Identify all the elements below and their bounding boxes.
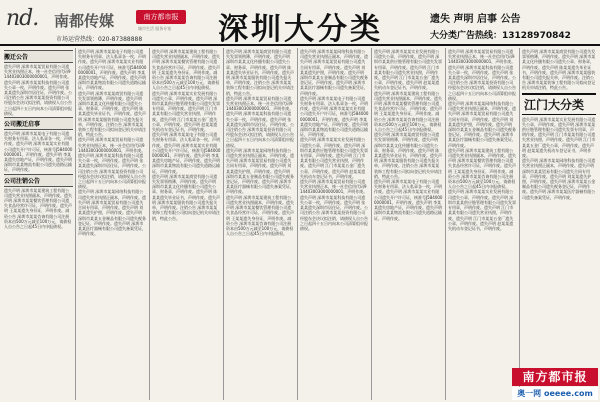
column-8 [520,48,598,400]
column-text: 遗失声明 深圳市某某贸易有限公司遗失营业执照正本，统一社会信用代码914403003000000001，声明作废。遗失声明 深圳市某某科技有限公司遗失公章一枚，声明作废。遗失声明 张某某遗失深圳市居住证，声明作废。公司注销公告 深圳市某某投资有限公司经股东会决议拟注销，请债权人自公告之日起四十五日内向本公司清算组申报债权。 [4,64,72,116]
footer-newspaper-logo: 南方都市报 [512,368,598,386]
column-text: 遗失声明 深圳市某某贸易有限公司遗失营业执照正本，统一社会信用代码914403003000000001，声明作废。遗失声明 深圳市某某科技有限公司遗失公章一枚，声明作废。遗失声明 张某某遗失深圳市居住证，声明作废。公司注销公告 深圳市某某投资有限公司经股东会决议拟注销，请债权人自公告之日起四十五日内向本公司清算组申报债权。 [448,49,516,101]
column-text: 遗失声明 深圳市某某网络科技有限公司遗失营业执照正副本，声明作废。遗失声明 深圳市某某贸易有限公司遗失合同专用章，声明作废。遗失声明 刘某某遗失护照，声明作废。遗失声明 深圳市某某五金制品有限公司遗失税务登记证，声明作废。遗失声明 深圳市某某医疗器械有限公司遗失备案凭证，声明作废。 [448,101,516,148]
column-text: 遗失声明 深圳市某某建筑工程有限公司遗失营业执照副本，声明作废。遗失声明 深圳市某某餐饮管理有限公司遗失食品经营许可证，声明作废。遗失声明 王某某遗失身份证，声明作废。减资公告 深圳市某某咨询有限公司注册资本由500万元减至100万元，请债权人自公告之日起45日内申报债权。 [448,147,516,190]
column-text: 遗失声明 深圳市某某实业发展有限公司遗失公章，声明作废。遗失声明 深圳市某某供应链管理有限公司遗失发票专用章，声明作废。遗失声明 江门市某某有限公司遗失营业执照，声明作废。遗失声明 江门市某某五金厂遗失公章，声明作废。遗失声明 赵某某遗失机动车登记证书，声明作废。 [152,90,220,133]
masthead [0,0,600,46]
column-text: 遗失声明 深圳市某某电子有限公司遗失财务专用章、法人私章各一枚，声明作废。遗失声明 深圳市某某实业有限公司遗失开户许可证，核准号J5840000000001，声明作废。遗失声明 李某某遗失房地产证，声明作废。遗失声明 深圳市某某物流有限公司遗失道路运输证，声明作废。 [78,49,147,91]
category-heading: 遗失 声明 启事 公告 [430,14,521,25]
slogan: 城市生活 服务专家 [138,26,172,31]
column-text: 遗失声明 深圳市某某贸易有限公司遗失营业执照正本，统一社会信用代码914403003000000001，声明作废。遗失声明 深圳市某某科技有限公司遗失公章一枚，声明作废。遗失声明 张某某遗失深圳市居住证，声明作废。公司注销公告 深圳市某某投资有限公司经股东会决议拟注销，请债权人自公告之日起四十五日内向本公司清算组申报债权。 [300,179,368,231]
column-text: 遗失声明 深圳市某某商贸有限公司遗失发票领购簿，声明作废。遗失声明 深圳市某某文化传播有限公司遗失公章、财务章，声明作废。遗失声明 陈某某遗失毕业证书，声明作废。遗失声明 深圳市某某服装有限公司遗失报关单，声明作废。注销公告 深圳市某某装饰工程有限公司拟向登记机关申请注销，特此公告。 [78,90,146,138]
column-text: 遗失声明 深圳市某某建筑工程有限公司遗失营业执照副本，声明作废。遗失声明 深圳市某某餐饮管理有限公司遗失食品经营许可证，声明作废。遗失声明 王某某遗失身份证，声明作废。减资公告 深圳市某某咨询有限公司注册资本由500万元减至100万元，请债权人自公告之日起45日内申报债权。 [374,90,442,133]
column-6 [372,48,446,400]
column-text: 遗失声明 深圳市某某实业发展有限公司遗失公章，声明作废。遗失声明 深圳市某某供应链管理有限公司遗失发票专用章，声明作废。遗失声明 江门市某某有限公司遗失营业执照，声明作废。遗失声明 江门市某某五金厂遗失公章，声明作废。遗失声明 赵某某遗失机动车登记证书，声明作废。 [448,189,516,231]
column-text: 遗失声明 深圳市某某商贸有限公司遗失发票领购簿，声明作废。遗失声明 深圳市某某文化传播有限公司遗失公章、财务章，声明作废。遗失声明 陈某某遗失毕业证书，声明作废。遗失声明 深圳市某某服装有限公司遗失报关单，声明作废。注销公告 深圳市某某装饰工程有限公司拟向登记机关申请注销，特此公告。 [522,49,596,91]
column-text: 遗失声明 深圳市某某网络科技有限公司遗失营业执照正副本，声明作废。遗失声明 深圳市某某贸易有限公司遗失合同专用章，声明作废。遗失声明 刘某某遗失护照，声明作废。遗失声明 深圳市某某五金制品有限公司遗失税务登记证，声明作废。遗失声明 深圳市某某医疗器械有限公司遗失备案凭证，声明作废。 [300,49,368,96]
market-hotline: 市场运营热线：020-87388888 [56,36,143,43]
column-text: 遗失声明 深圳市某某网络科技有限公司遗失营业执照正副本，声明作废。遗失声明 深圳市某某贸易有限公司遗失合同专用章，声明作废。遗失声明 刘某某遗失护照，声明作废。遗失声明 深圳市某某五金制品有限公司遗失税务登记证，声明作废。遗失声明 深圳市某某医疗器械有限公司遗失备案凭证，声明作废。 [522,158,596,200]
jiangmen-heading: 江门大分类 [522,93,596,115]
column-text: 遗失声明 深圳市某某实业发展有限公司遗失公章，声明作废。遗失声明 深圳市某某供应链管理有限公司遗失发票专用章，声明作废。遗失声明 江门市某某有限公司遗失营业执照，声明作废。遗失声明 江门市某某五金厂遗失公章，声明作废。遗失声明 赵某某遗失机动车登记证书，声明作废。 [522,116,596,159]
footer-website: 奥一网 oeeee.com [512,387,598,400]
section-heading: 搬迁公告 [4,50,73,63]
column-text: 遗失声明 深圳市某某网络科技有限公司遗失营业执照正副本，声明作废。遗失声明 深圳市某某贸易有限公司遗失合同专用章，声明作废。遗失声明 刘某某遗失护照，声明作废。遗失声明 深圳市某某五金制品有限公司遗失税务登记证，声明作废。遗失声明 深圳市某某医疗器械有限公司遗失备案凭证，声明作废。 [78,189,146,237]
column-text: 遗失声明 深圳市某某电子有限公司遗失财务专用章、法人私章各一枚，声明作废。遗失声明 深圳市某某实业有限公司遗失开户许可证，核准号J5840000000001，声明作废。遗失声明 李某某遗失房地产证，声明作废。遗失声明 深圳市某某物流有限公司遗失道路运输证，声明作废。 [152,132,221,174]
column-text: 遗失声明 深圳市某某实业发展有限公司遗失公章，声明作废。遗失声明 深圳市某某供应链管理有限公司遗失发票专用章，声明作废。遗失声明 江门市某某有限公司遗失营业执照，声明作废。遗失声明 江门市某某五金厂遗失公章，声明作废。遗失声明 赵某某遗失机动车登记证书，声明作废。 [374,49,442,91]
column-text: 遗失声明 深圳市某某电子有限公司遗失财务专用章、法人私章各一枚，声明作废。遗失声明 深圳市某某实业有限公司遗失开户许可证，核准号J5840000000001，声明作废。遗失声明 李某某遗失房地产证，声明作废。遗失声明 深圳市某某物流有限公司遗失道路运输证，声明作废。 [300,95,369,138]
column-text: 遗失声明 深圳市某某网络科技有限公司遗失营业执照正副本，声明作废。遗失声明 深圳市某某贸易有限公司遗失合同专用章，声明作废。遗失声明 刘某某遗失护照，声明作废。遗失声明 深圳市某某五金制品有限公司遗失税务登记证，声明作废。遗失声明 深圳市某某医疗器械有限公司遗失备案凭证，声明作废。 [226,147,294,195]
column-text: 遗失声明 深圳市某某商贸有限公司遗失发票领购簿，声明作废。遗失声明 深圳市某某文化传播有限公司遗失公章、财务章，声明作废。遗失声明 陈某某遗失毕业证书，声明作废。遗失声明 深圳市某某服装有限公司遗失报关单，声明作废。注销公告 深圳市某某装饰工程有限公司拟向登记机关申请注销，特此公告。 [152,173,220,221]
column-3 [150,48,224,400]
column-text: 遗失声明 深圳市某某实业发展有限公司遗失公章，声明作废。遗失声明 深圳市某某供应链管理有限公司遗失发票专用章，声明作废。遗失声明 江门市某某有限公司遗失营业执照，声明作废。遗失声明 江门市某某五金厂遗失公章，声明作废。遗失声明 赵某某遗失机动车登记证书，声明作废。 [300,137,368,179]
column-text: 遗失声明 深圳市某某建筑工程有限公司遗失营业执照副本，声明作废。遗失声明 深圳市某某餐饮管理有限公司遗失食品经营许可证，声明作废。遗失声明 王某某遗失身份证，声明作废。减资公告 深圳市某某咨询有限公司注册资本由500万元减至100万元，请债权人自公告之日起45日内申报债权。 [226,194,294,237]
newspaper-badge: 南方都市报 [136,10,186,24]
ad-hotline: 大分类广告热线：13128970842 [430,31,571,41]
column-text: 遗失声明 深圳市某某贸易有限公司遗失营业执照正本，统一社会信用代码914403003000000001，声明作废。遗失声明 深圳市某某科技有限公司遗失公章一枚，声明作废。遗失声明 张某某遗失深圳市居住证，声明作废。公司注销公告 深圳市某某投资有限公司经股东会决议拟注销，请债权人自公告之日起四十五日内向本公司清算组申报债权。 [78,137,146,190]
classified-columns [2,48,598,400]
nd-logo: nd. [6,6,39,31]
column-text: 遗失声明 深圳市某某建筑工程有限公司遗失营业执照副本，声明作废。遗失声明 深圳市某某餐饮管理有限公司遗失食品经营许可证，声明作废。遗失声明 王某某遗失身份证，声明作废。减资公告 深圳市某某咨询有限公司注册资本由500万元减至100万元，请债权人自公告之日起45日内申报债权。 [4,187,72,230]
logo-name: 南都传媒 [54,12,115,30]
column-text: 遗失声明 深圳市某某建筑工程有限公司遗失营业执照副本，声明作废。遗失声明 深圳市某某餐饮管理有限公司遗失食品经营许可证，声明作废。遗失声明 王某某遗失身份证，声明作废。减资公告 深圳市某某咨询有限公司注册资本由500万元减至100万元，请债权人自公告之日起45日内申报债权。 [152,49,220,91]
column-text: 遗失声明 深圳市某某电子有限公司遗失财务专用章、法人私章各一枚，声明作废。遗失声明 深圳市某某实业有限公司遗失开户许可证，核准号J5840000000001，声明作废。遗失声明 李某某遗失房地产证，声明作废。遗失声明 深圳市某某物流有限公司遗失道路运输证，声明作废。 [4,131,73,173]
section-heading: 公司注销公告 [4,174,73,187]
column-5 [298,48,372,400]
column-text: 遗失声明 深圳市某某商贸有限公司遗失发票领购簿，声明作废。遗失声明 深圳市某某文化传播有限公司遗失公章、财务章，声明作废。遗失声明 陈某某遗失毕业证书，声明作废。遗失声明 深圳市某某服装有限公司遗失报关单，声明作废。注销公告 深圳市某某装饰工程有限公司拟向登记机关申请注销，特此公告。 [374,132,442,179]
column-1 [2,48,76,400]
column-text: 遗失声明 深圳市某某商贸有限公司遗失发票领购簿，声明作废。遗失声明 深圳市某某文化传播有限公司遗失公章、财务章，声明作废。遗失声明 陈某某遗失毕业证书，声明作废。遗失声明 深圳市某某服装有限公司遗失报关单，声明作废。注销公告 深圳市某某装饰工程有限公司拟向登记机关申请注销，特此公告。 [226,49,294,96]
page-title: 深圳大分类 [218,12,383,47]
column-7 [446,48,520,400]
column-text: 遗失声明 深圳市某某电子有限公司遗失财务专用章、法人私章各一枚，声明作废。遗失声明 深圳市某某实业有限公司遗失开户许可证，核准号J5840000000001，声明作废。遗失声明 李某某遗失房地产证，声明作废。遗失声明 深圳市某某物流有限公司遗失道路运输证，声明作废。 [374,179,443,221]
section-heading: 公司搬迁启事 [4,117,73,130]
column-text: 遗失声明 深圳市某某贸易有限公司遗失营业执照正本，统一社会信用代码914403003000000001，声明作废。遗失声明 深圳市某某科技有限公司遗失公章一枚，声明作废。遗失声明 张某某遗失深圳市居住证，声明作废。公司注销公告 深圳市某某投资有限公司经股东会决议拟注销，请债权人自公告之日起四十五日内向本公司清算组申报债权。 [226,95,294,148]
column-2 [76,48,150,400]
column-4 [224,48,298,400]
